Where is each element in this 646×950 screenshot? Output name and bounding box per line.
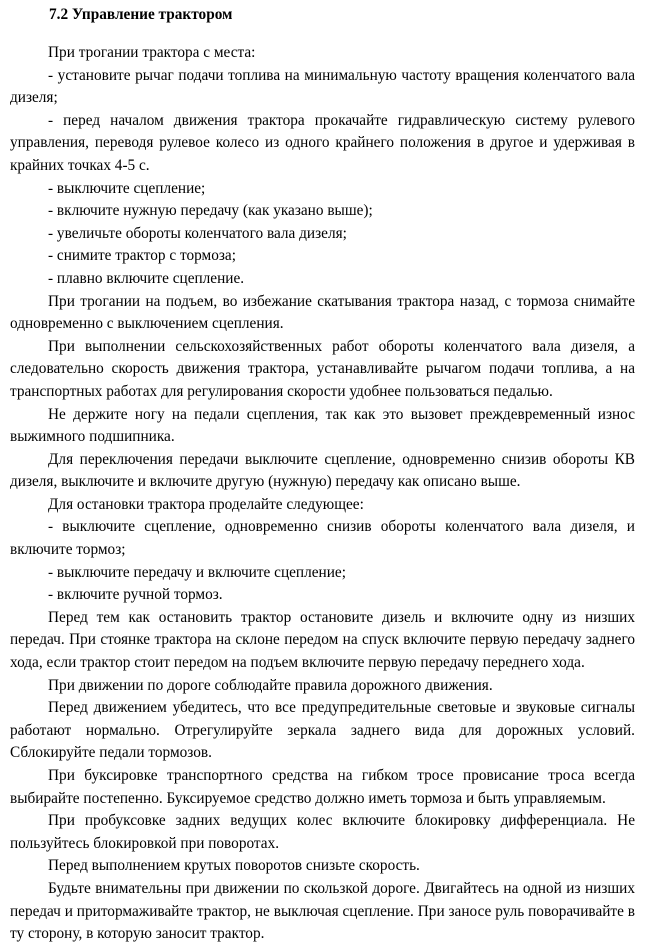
paragraph: - включите ручной тормоз. — [48, 586, 223, 604]
paragraph: Будьте внимательны при движении по скользкой дороге. Двигайтесь на одной из низших передач и притормаживайте трактор, не выключая сцепление. При заносе руль поворачивайте в ту сторону, в которую заносит трактор. — [10, 879, 635, 943]
paragraph: - снимите трактор с тормоза; — [48, 247, 236, 265]
paragraph: - плавно включите сцепление. — [48, 269, 245, 287]
paragraph: При трогании трактора с места: — [48, 44, 256, 61]
paragraph: При пробуксовке задних ведущих колес включите блокировку дифференциала. Не пользуйтесь блокировкой при поворотах. — [10, 812, 635, 852]
paragraph: При движении по дороге соблюдайте правила дорожного движения. — [48, 676, 493, 694]
paragraph: Перед движением убедитесь, что все предупредительные световые и звуковые сигналы работают нормально. Отрегулируйте зеркала заднего вида для дорожных условий. Сблокируйте педали тормозов. — [10, 699, 635, 762]
paragraph: Для переключения передачи выключите сцепление, одновременно снизив обороты КВ дизеля, выключите и включите другую (нужную) передачу как описано выше. — [10, 450, 635, 491]
paragraph: - включите нужную передачу (как указано выше); — [48, 202, 373, 220]
paragraph: - выключите сцепление, одновременно снизив обороты коленчатого вала дизеля, и включите тормоз; — [10, 518, 635, 559]
paragraph: При выполнении сельскохозяйственных работ обороты коленчатого вала дизеля, а следовательно скорость движения трактора, устанавливайте рычагом подачи топлива, а на транспортных работах для регулирования скорости удобнее пользоваться педалью. — [10, 337, 635, 400]
paragraph: При буксировке транспортного средства на гибком тросе провисание троса всегда выбирайте постепенно. Буксируемое средство должно иметь тормоза и быть управляемым. — [10, 767, 635, 807]
paragraph: Не держите ногу на педали сцепления, так как это вызовет преждевременный износ выжимного подшипника. — [10, 405, 635, 446]
document-body — [10, 42, 635, 946]
paragraph: - увеличьте обороты коленчатого вала дизеля; — [48, 224, 347, 242]
paragraph: - перед началом движения трактора прокачайте гидравлическую систему рулевого управления, переводя рулевое колесо из одного крайнего положения в другое и удерживая в крайних точках 4-5 с. — [10, 111, 635, 174]
paragraph: При трогании на подъем, во избежание скатывания трактора назад, с тормоза снимайте одновременно с выключением сцепления. — [10, 292, 635, 333]
paragraph: - выключите сцепление; — [48, 179, 206, 197]
paragraph: Перед выполнением крутых поворотов снизьте скорость. — [48, 857, 420, 875]
paragraph: Перед тем как остановить трактор остановите дизель и включите одну из низших передач. При стоянке трактора на склоне передом на спуск включите первую передачу заднего хода, если трактор стоит передом на подъем включите первую передачу переднего хода. — [10, 608, 635, 672]
paragraph: Для остановки трактора проделайте следующее: — [48, 495, 364, 513]
paragraph: - установите рычаг подачи топлива на минимальную частоту вращения коленчатого вала дизеля; — [10, 66, 635, 107]
paragraph: - выключите передачу и включите сцепление; — [48, 563, 346, 581]
section-title: 7.2 Управление трактором — [49, 6, 233, 23]
